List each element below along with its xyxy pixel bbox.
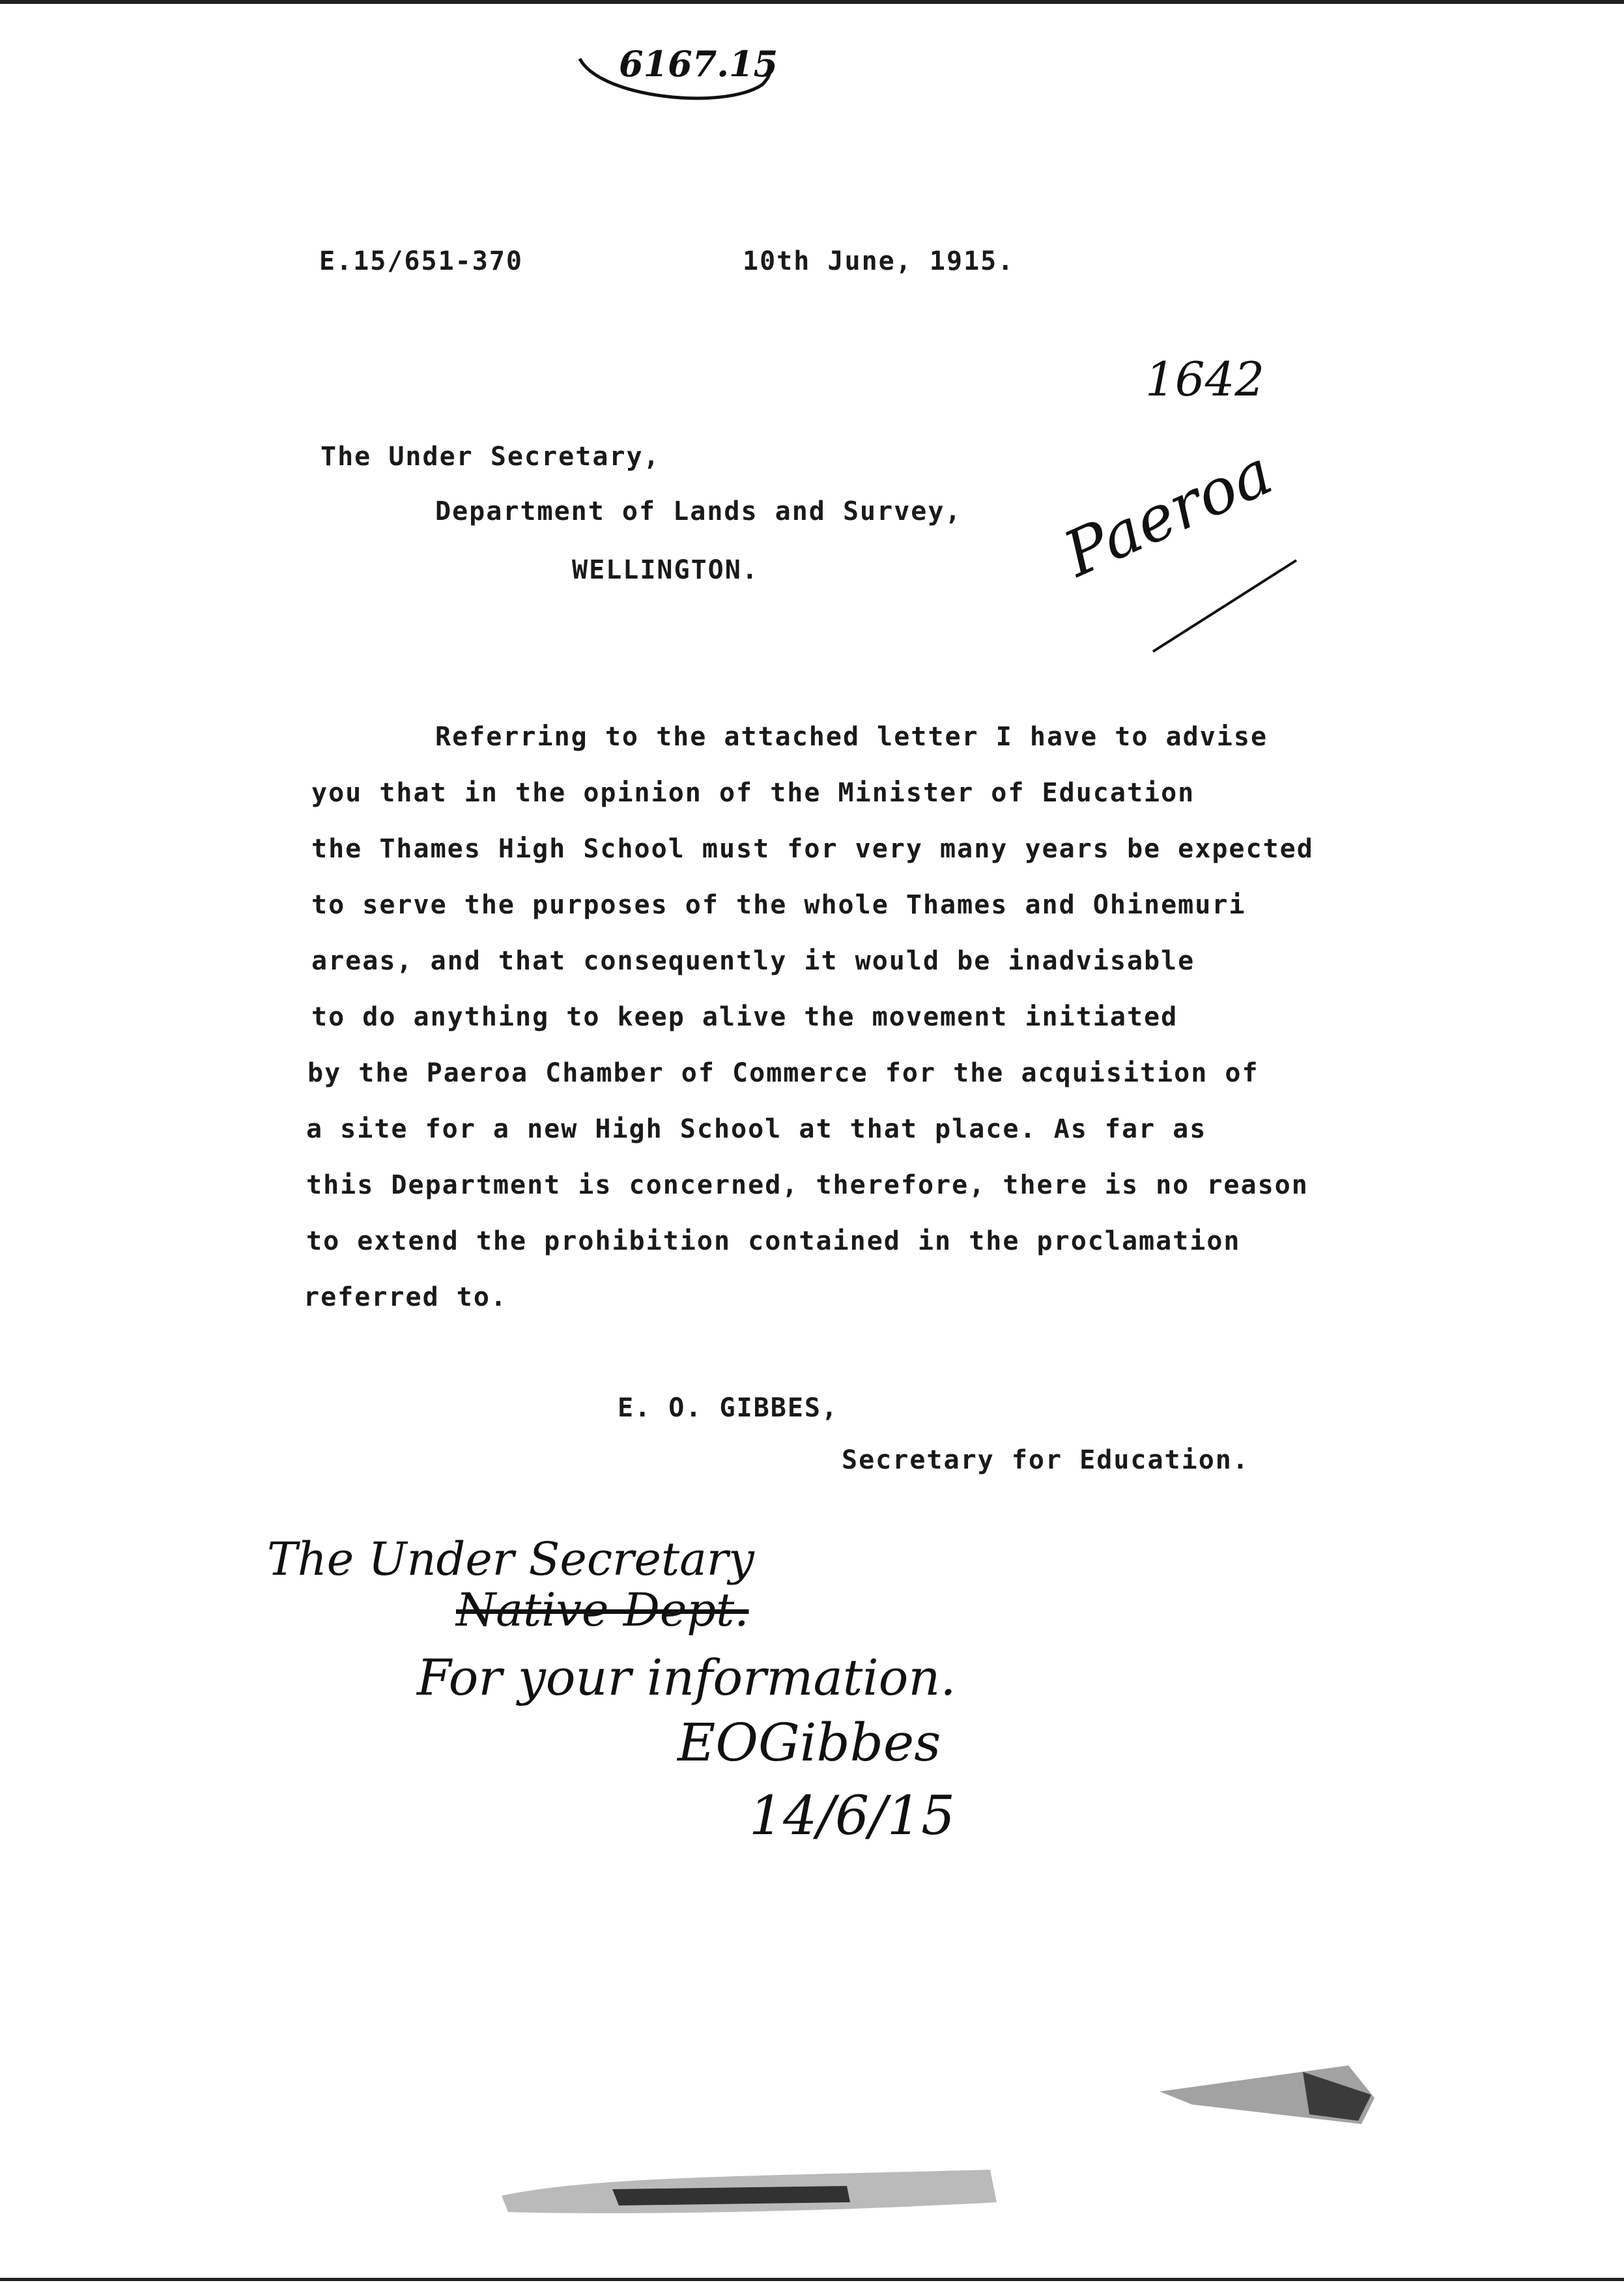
body-line-4: to serve the purposes of the whole Thames and Ohinemuri <box>311 890 1246 920</box>
addressee-line-3: WELLINGTON. <box>572 555 759 585</box>
margin-underline <box>1147 541 1309 658</box>
body-line-9: this Department is concerned, therefore, there is no reason <box>306 1170 1309 1200</box>
note-line-1: The Under Secretary <box>267 1532 754 1586</box>
body-line-11: referred to. <box>304 1282 507 1312</box>
note-date: 14/6/15 <box>749 1785 956 1847</box>
letter-date: 10th June, 1915. <box>743 246 1015 276</box>
file-number-loop <box>573 39 782 111</box>
body-line-1: Referring to the attached letter I have to advise <box>435 722 1268 752</box>
body-line-7: by the Paeroa Chamber of Commerce for the acquisition of <box>307 1058 1259 1088</box>
paper-clip-shadow-bottom <box>495 2150 1003 2222</box>
signatory-title: Secretary for Education. <box>842 1445 1249 1475</box>
handwritten-file-number: 6167.15 <box>619 43 778 85</box>
bottom-edge-rule <box>0 2278 1624 2281</box>
note-line-2: Native Dept. <box>456 1583 749 1637</box>
body-line-8: a site for a new High School at that place. As far as <box>306 1114 1207 1144</box>
body-line-3: the Thames High School must for very many years be expected <box>311 834 1314 864</box>
body-line-10: to extend the prohibition contained in the proclamation <box>306 1226 1241 1256</box>
note-line-3: For your information. <box>417 1648 956 1706</box>
handwritten-folio: 1642 <box>1145 352 1265 407</box>
top-edge-rule <box>0 0 1624 4</box>
body-line-2: you that in the opinion of the Minister of Education <box>311 778 1195 808</box>
body-line-6: to do anything to keep alive the movement initiated <box>311 1002 1178 1032</box>
note-signature: EOGibbes <box>677 1712 941 1773</box>
addressee-line-2: Department of Lands and Survey, <box>435 496 962 526</box>
margin-annotation: Paeroa <box>1053 435 1283 592</box>
addressee-line-1: The Under Secretary, <box>321 442 661 472</box>
body-line-5: areas, and that consequently it would be inadvisable <box>311 946 1195 976</box>
paper-clip-shadow-right <box>1153 2052 1388 2131</box>
reference-number: E.15/651-370 <box>319 246 523 276</box>
signatory-name: E. O. GIBBES, <box>618 1393 839 1423</box>
